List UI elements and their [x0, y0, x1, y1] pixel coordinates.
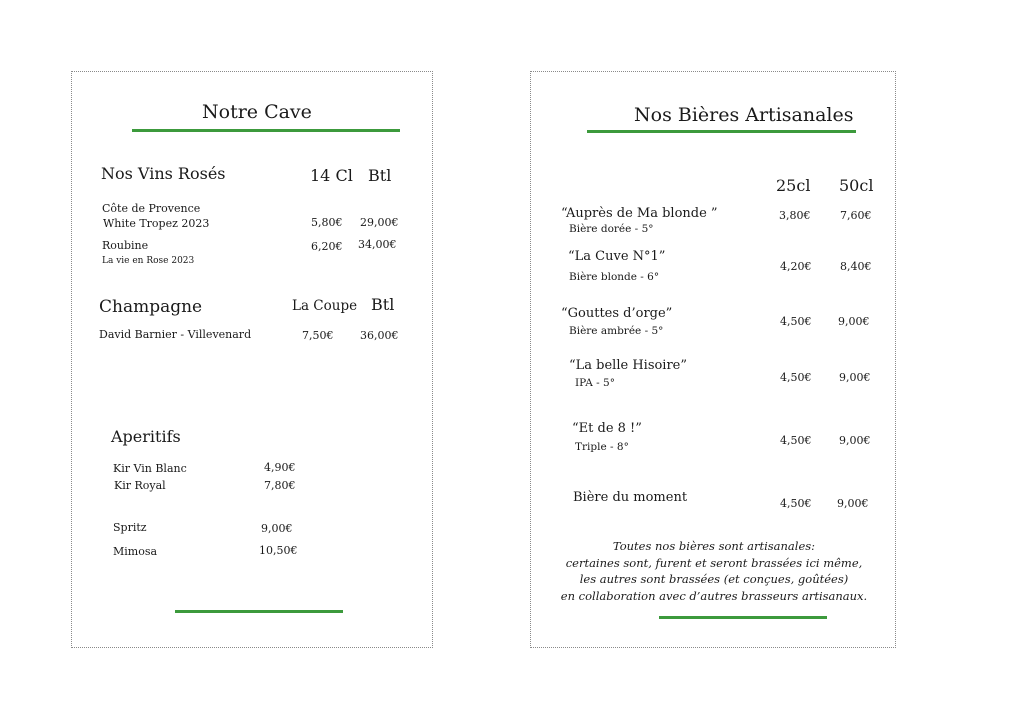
aperitif-price: 4,90€: [264, 461, 296, 474]
beer-price-25cl: 4,50€: [780, 497, 812, 510]
beer-description: Bière blonde - 6°: [569, 271, 660, 283]
aperitif-name: Spritz: [113, 521, 147, 534]
title-underline: [587, 130, 856, 133]
beer-name: “La belle Hisoire”: [569, 358, 688, 373]
beer-description: IPA - 5°: [575, 377, 615, 389]
note-line: certaines sont, furent et seront brassées ici même,: [565, 555, 863, 570]
beer-price-25cl: 4,50€: [780, 315, 812, 328]
aperitif-price: 9,00€: [261, 522, 293, 535]
beer-price-25cl: 3,80€: [779, 209, 811, 222]
title-underline: [132, 129, 400, 132]
champagne-heading: Champagne: [99, 297, 203, 317]
wine-price-glass: 6,20€: [311, 240, 343, 253]
beer-price-25cl: 4,20€: [780, 260, 812, 273]
wine-subtitle: La vie en Rose 2023: [102, 256, 195, 266]
beer-col-25cl: 25cl: [776, 176, 811, 195]
beer-description: Bière dorée - 5°: [569, 223, 654, 235]
beer-price-50cl: 9,00€: [839, 371, 871, 384]
beer-description: Triple - 8°: [575, 441, 629, 453]
roses-col-glass: 14 Cl: [310, 166, 353, 185]
aperitif-price: 10,50€: [259, 544, 298, 557]
note-line: Toutes nos bières sont artisanales:: [612, 539, 816, 553]
bottom-divider: [659, 616, 827, 619]
wine-price-bottle: 34,00€: [358, 238, 397, 251]
aperitif-price: 7,80€: [264, 479, 296, 492]
beer-price-25cl: 4,50€: [780, 371, 812, 384]
wine-name: Roubine: [102, 239, 149, 252]
wine-name: White Tropez 2023: [103, 217, 210, 230]
wine-price-glass: 5,80€: [311, 216, 343, 229]
champagne-col-bottle: Btl: [371, 295, 395, 314]
note-line: les autres sont brassées (et conçues, goûtées): [579, 572, 849, 586]
wine-menu-page: [71, 71, 433, 648]
beer-col-50cl: 50cl: [839, 176, 874, 195]
beer-price-50cl: 8,40€: [840, 260, 872, 273]
beer-price-50cl: 9,00€: [838, 315, 870, 328]
beer-name: “Et de 8 !”: [572, 421, 642, 436]
champagne-col-glass: La Coupe: [292, 298, 358, 314]
roses-col-bottle: Btl: [368, 166, 392, 185]
beer-name: Bière du moment: [573, 490, 688, 505]
wine-origin: Côte de Provence: [102, 202, 201, 215]
beer-price-50cl: 9,00€: [839, 434, 871, 447]
beer-name: “Auprès de Ma blonde ”: [561, 206, 718, 221]
champagne-name: David Barnier - Villevenard: [99, 328, 252, 341]
beer-name: “Gouttes d’orge”: [561, 306, 673, 321]
beer-price-50cl: 7,60€: [840, 209, 872, 222]
roses-heading: Nos Vins Rosés: [101, 164, 226, 183]
note-line: en collaboration avec d’autres brasseurs artisanaux.: [560, 588, 868, 603]
champagne-price-bottle: 36,00€: [360, 329, 399, 342]
beer-price-50cl: 9,00€: [837, 497, 869, 510]
beer-menu-page: [530, 71, 896, 648]
page-title: Nos Bières Artisanales: [634, 104, 854, 126]
aperitif-name: Mimosa: [113, 545, 158, 558]
bottom-divider: [175, 610, 343, 613]
artisanal-note: [541, 538, 887, 604]
beer-description: Bière ambrée - 5°: [569, 325, 664, 337]
aperitifs-heading: Aperitifs: [111, 427, 181, 446]
wine-price-bottle: 29,00€: [360, 216, 399, 229]
aperitif-name: Kir Royal: [114, 479, 166, 492]
aperitif-name: Kir Vin Blanc: [113, 462, 187, 475]
beer-name: “La Cuve N°1”: [568, 249, 666, 264]
beer-price-25cl: 4,50€: [780, 434, 812, 447]
page-title: Notre Cave: [202, 101, 312, 123]
champagne-price-glass: 7,50€: [302, 329, 334, 342]
